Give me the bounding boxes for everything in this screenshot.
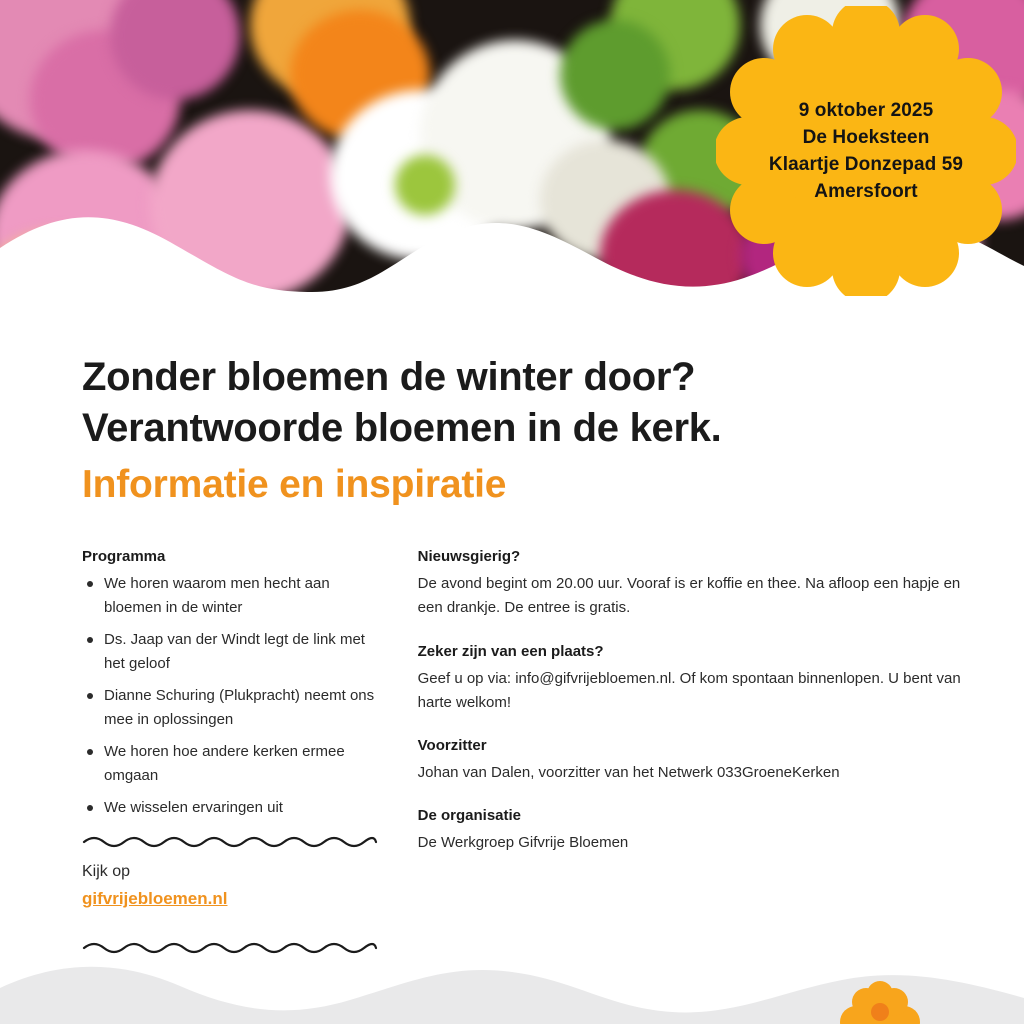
squiggle-divider-top xyxy=(82,834,378,848)
info-block-body: De avond begint om 20.00 uur. Vooraf is er koffie en thee. Na afloop een hapje en een drankje. De entree is gratis. xyxy=(417,575,961,617)
info-block-body: Johan van Dalen, voorzitter van het Netwerk 033GroeneKerken xyxy=(417,764,840,782)
info-block-title: Nieuwsgierig? xyxy=(417,548,521,565)
website-link[interactable]: gifvrijebloemen.nl xyxy=(82,889,228,908)
badge-city: Amersfoort xyxy=(814,180,918,202)
programma-list xyxy=(82,572,382,820)
list-item: We horen hoe andere kerken ermee omgaan xyxy=(82,740,382,788)
squiggle-divider-bottom xyxy=(82,940,378,954)
info-block xyxy=(418,548,962,621)
info-block xyxy=(418,807,962,855)
title-line-1: Zonder bloemen de winter door? xyxy=(82,355,696,399)
kijk-op-label: Kijk op xyxy=(82,863,131,880)
content-columns xyxy=(82,548,962,966)
list-item: We wisselen ervaringen uit xyxy=(82,796,382,820)
info-block-body: De Werkgroep Gifvrije Bloemen xyxy=(417,834,629,852)
kijk-op-block xyxy=(82,860,382,912)
info-block xyxy=(418,737,962,785)
title-subtitle: Informatie en inspiratie xyxy=(82,463,507,507)
date-location-badge xyxy=(716,6,1016,296)
title-line-2: Verantwoorde bloemen in de kerk. xyxy=(82,406,722,451)
list-item: We horen waarom men hecht aan bloemen in de winter xyxy=(82,572,382,620)
info-block-title: De organisatie xyxy=(417,807,522,825)
flower-center-blob xyxy=(395,155,455,215)
page-title xyxy=(82,352,962,511)
info-block xyxy=(418,643,962,716)
flower-icon xyxy=(832,976,928,1024)
programma-title: Programma xyxy=(82,548,166,565)
info-block-title: Voorzitter xyxy=(417,737,487,755)
badge-street: Klaartje Donzepad 59 xyxy=(768,153,964,175)
info-column xyxy=(418,548,962,966)
info-block-title: Zeker zijn van een plaats? xyxy=(417,642,604,660)
list-item: Ds. Jaap van der Windt legt de link met het geloof xyxy=(82,628,382,676)
list-item: Dianne Schuring (Plukpracht) neemt ons mee in oplossingen xyxy=(82,684,382,732)
programma-column xyxy=(82,548,382,966)
flower-blob xyxy=(150,110,350,300)
badge-venue: De Hoeksteen xyxy=(802,126,930,148)
badge-date: 9 oktober 2025 xyxy=(798,99,934,121)
flower-blob xyxy=(560,20,670,130)
info-block-body: Geef u op via: info@gifvrijebloemen.nl. Of kom spontaan binnenlopen. U bent van harte welkom! xyxy=(417,669,961,711)
